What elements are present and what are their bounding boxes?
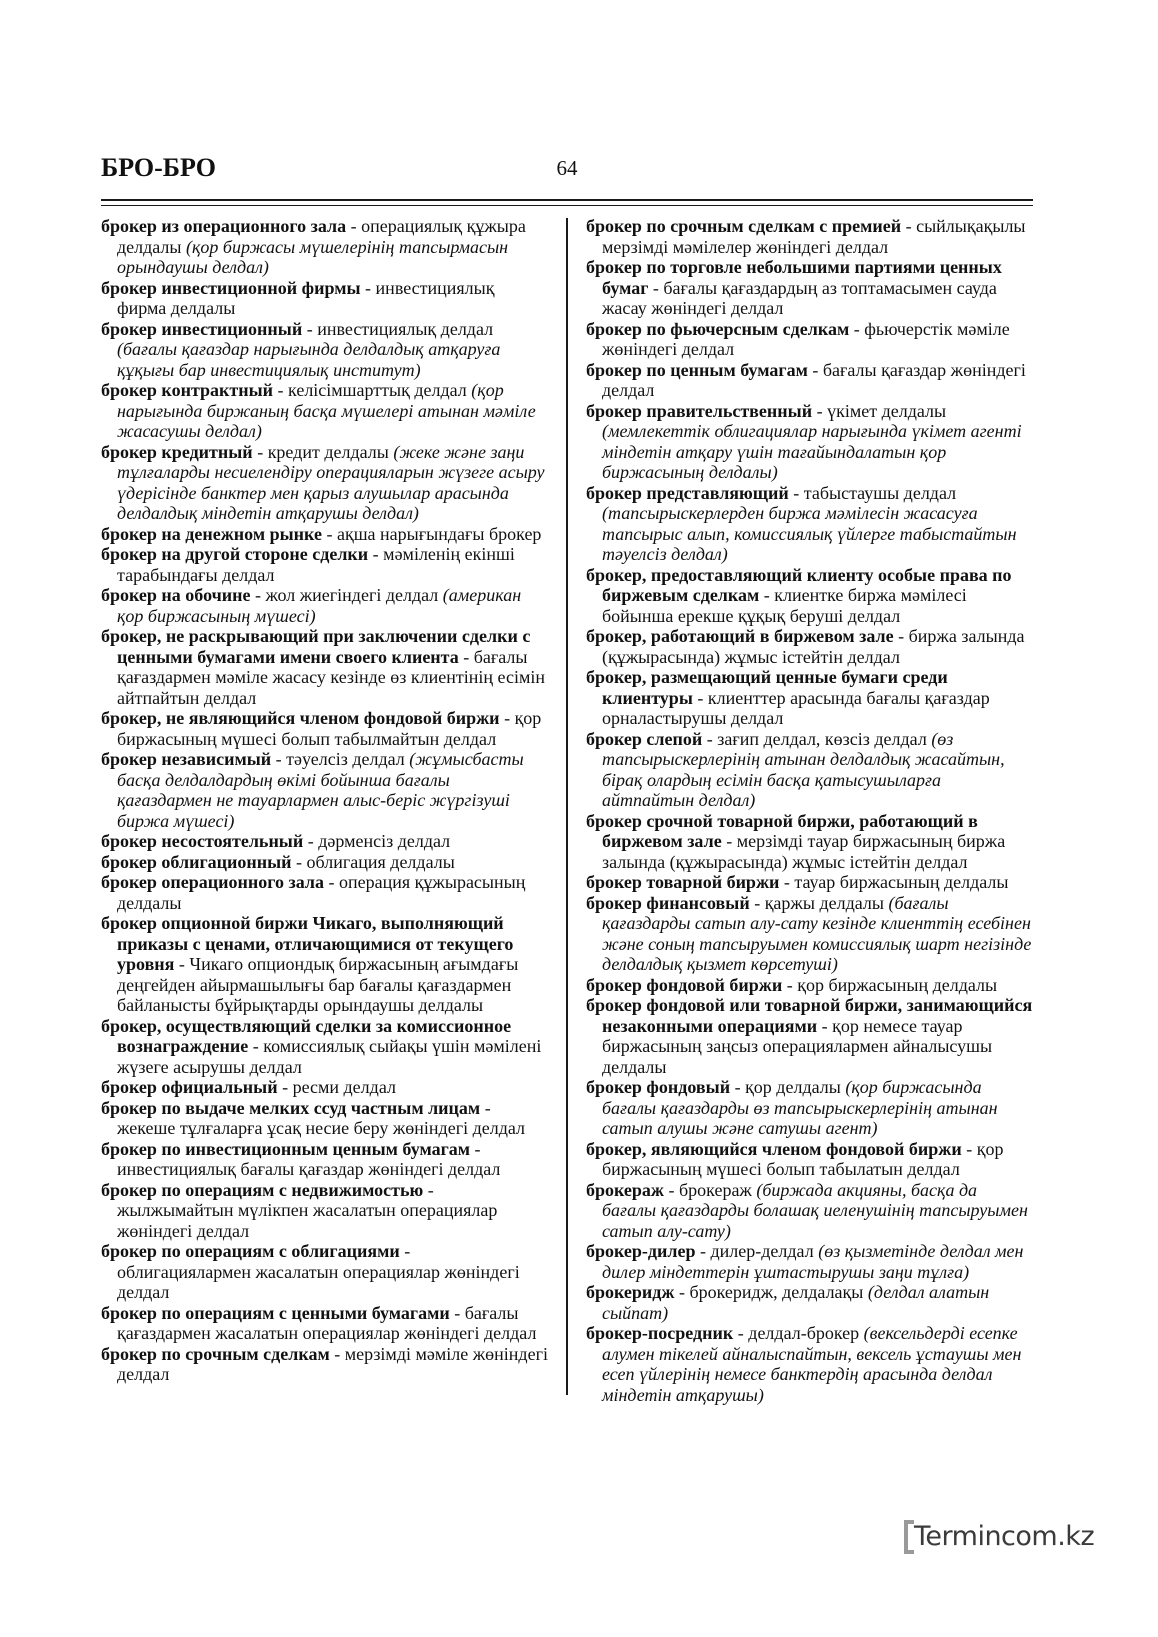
entry-translation: инвестициялық фирма делдалы bbox=[117, 277, 495, 318]
entry-separator: - bbox=[463, 646, 470, 667]
entry-separator: - bbox=[474, 1138, 481, 1159]
dictionary-entry bbox=[101, 1241, 548, 1303]
dictionary-entry bbox=[101, 913, 548, 1016]
entry-translation: мәміленің екінші тарабындағы делдал bbox=[117, 544, 515, 585]
entry-term: брокер по срочным сделкам bbox=[101, 1343, 330, 1364]
dictionary-entry bbox=[586, 1282, 1033, 1323]
dictionary-entry bbox=[101, 278, 548, 319]
entry-translation: операция құжырасының делдалы bbox=[117, 872, 526, 913]
entry-translation: зағип делдал, көзсіз делдал bbox=[717, 728, 927, 749]
entry-term: брокер по операциям с недвижимостью bbox=[101, 1179, 424, 1200]
entry-separator: - bbox=[427, 1179, 434, 1200]
entry-translation: Чикаго опциондық биржасының ағымдағы деңгейден айырмашылығы бар бағалы қағаздармен байланысты бұйрықтарды орындаушы делдалы bbox=[117, 954, 519, 1015]
entry-translation: жекеше тұлғаларға ұсақ несие беру жөніндегі делдал bbox=[117, 1118, 525, 1138]
entry-separator: - bbox=[404, 1241, 411, 1261]
entry-note: (мемлекеттік облигациялар нарығында үкімет агенті міндетін атқару үшін тағайындалатын қор биржасының делдалы) bbox=[602, 421, 1022, 482]
entry-separator: - bbox=[277, 380, 284, 400]
entry-translation: қор немесе тауар биржасының заңсыз операциялармен айналысушы делдалы bbox=[602, 1015, 993, 1077]
entry-separator: - bbox=[853, 318, 860, 339]
dictionary-entry bbox=[101, 708, 548, 749]
entry-term: брокер товарной биржи bbox=[586, 872, 780, 892]
dictionary-entry bbox=[586, 216, 1033, 257]
dictionary-entry bbox=[586, 872, 1033, 893]
dictionary-entry bbox=[101, 585, 548, 626]
dictionary-entry bbox=[586, 975, 1033, 996]
entry-separator: - bbox=[296, 851, 303, 872]
entry-term: брокер, осуществляющий сделки за комиссионное вознаграждение bbox=[101, 1015, 512, 1056]
entry-term: брокер кредитный bbox=[101, 441, 253, 462]
dictionary-entry bbox=[101, 1139, 548, 1180]
entry-translation: бағалы қағаздармен жасалатын операциялар жөніндегі делдал bbox=[117, 1302, 537, 1343]
dictionary-entry bbox=[101, 1344, 548, 1385]
entry-separator: - bbox=[252, 1036, 259, 1056]
entry-separator: - bbox=[700, 1241, 707, 1261]
dictionary-entry bbox=[101, 319, 548, 381]
dictionary-entry bbox=[101, 1098, 548, 1139]
entry-term: брокер-посредник bbox=[586, 1323, 734, 1343]
entry-separator: - bbox=[754, 892, 761, 913]
entry-separator: - bbox=[737, 1323, 744, 1343]
entry-term: брокер правительственный bbox=[586, 400, 813, 421]
entry-term: брокер по фьючерсным сделкам bbox=[586, 318, 850, 339]
dictionary-entry bbox=[101, 544, 548, 585]
entry-translation: брокеридж, делдалақы bbox=[689, 1282, 864, 1302]
entry-translation: ақша нарығындағы брокер bbox=[336, 523, 542, 544]
dictionary-entry bbox=[586, 1241, 1033, 1282]
entry-term: брокер на другой стороне сделки bbox=[101, 544, 369, 564]
entry-translation: кредит делдалы bbox=[267, 441, 389, 462]
entry-separator: - bbox=[306, 318, 313, 339]
dictionary-entry bbox=[586, 483, 1033, 565]
entry-separator: - bbox=[783, 872, 790, 892]
entry-translation: қор биржасының делдалы bbox=[797, 974, 998, 995]
entry-term: брокер независимый bbox=[101, 749, 272, 769]
entry-translation: табыстаушы делдал bbox=[803, 482, 957, 503]
entry-term: брокер по срочным сделкам с премией bbox=[586, 216, 902, 236]
entry-separator: - bbox=[275, 749, 282, 769]
entry-translation: тәуелсіз делдал bbox=[286, 749, 405, 769]
dictionary-entry bbox=[586, 995, 1033, 1077]
entry-term: брокер по операциям с ценными бумагами bbox=[101, 1302, 450, 1323]
entry-translation: қор биржасының мүшесі болып табылмайтын делдал bbox=[117, 708, 542, 749]
left-column bbox=[101, 216, 548, 1385]
entry-translation: дилер-делдал bbox=[710, 1241, 814, 1261]
entry-term: брокер, предоставляющий клиенту особые права по биржевым сделкам bbox=[586, 564, 1012, 605]
entry-translation: ресми делдал bbox=[292, 1077, 396, 1097]
entry-separator: - bbox=[734, 1077, 741, 1097]
entry-separator: - bbox=[816, 400, 823, 421]
entry-translation: брокераж bbox=[679, 1179, 752, 1200]
entry-term: брокер финансовый bbox=[586, 892, 750, 913]
dictionary-entry bbox=[101, 626, 548, 708]
entry-translation: клиенттер арасында бағалы қағаздар орналастырушы делдал bbox=[602, 687, 990, 728]
entry-note: (қор биржасы мүшелерінің тапсырмасын орындаушы делдал) bbox=[117, 236, 509, 277]
entry-term: брокер, являющийся членом фондовой биржи bbox=[586, 1138, 962, 1159]
dictionary-entry bbox=[101, 1303, 548, 1344]
column-divider bbox=[566, 218, 568, 1395]
entry-translation: жол жиегіндегі делдал bbox=[265, 585, 439, 605]
header-rule-thin bbox=[101, 205, 1033, 206]
entry-note: (делдал алатын сыйпат) bbox=[602, 1282, 990, 1323]
entry-separator: - bbox=[504, 708, 511, 728]
entry-translation: операциялық құжыра делдалы bbox=[117, 216, 526, 257]
logo-text: Termincom.kz bbox=[914, 1521, 1095, 1552]
entry-separator: - bbox=[328, 872, 335, 892]
entry-term: брокеридж bbox=[586, 1282, 675, 1302]
page-title: БРО-БРО bbox=[101, 153, 216, 182]
entry-term: брокер фондовой биржи bbox=[586, 974, 783, 995]
entry-note: (өз тапсырыскерлерінің атынан делдалдық жасайтын, бірақ олардың есімін басқа қатысушыларға айтпайтын делдал) bbox=[602, 728, 1005, 810]
entry-term: брокер на денежном рынке bbox=[101, 523, 322, 544]
dictionary-entry bbox=[586, 811, 1033, 873]
dictionary-entry bbox=[101, 831, 548, 852]
entry-separator: - bbox=[350, 216, 357, 236]
entry-translation: бағалы қағаздармен мәміле жасасу кезінде өз клиентінің есімін айтпайтын делдал bbox=[117, 646, 545, 708]
entry-separator: - bbox=[372, 544, 379, 564]
entry-term: брокер фондовый bbox=[586, 1077, 731, 1097]
entry-separator: - bbox=[178, 954, 185, 974]
entry-term: брокер срочной товарной биржи, работающий в биржевом зале bbox=[586, 810, 978, 851]
entry-note: (қор нарығында биржаның басқа мүшелері атынан мәміле жасасушы делдал) bbox=[117, 380, 536, 441]
entry-note: (тапсырыскерлерден биржа мәмілесін жасасуға тапсырыс алып, комиссиялық үйлерге табыстайтын тәуелсіз делдал) bbox=[602, 503, 1017, 564]
dictionary-entry bbox=[586, 1180, 1033, 1242]
entry-separator: - bbox=[668, 1179, 675, 1200]
entry-term: брокер, размещающий ценные бумаги среди клиентуры bbox=[586, 667, 948, 708]
entry-separator: - bbox=[282, 1077, 289, 1097]
dictionary-entry bbox=[101, 1016, 548, 1078]
entry-translation: облигациялармен жасалатын операциялар жөніндегі делдал bbox=[117, 1261, 520, 1302]
entry-term: брокер, работающий в биржевом зале bbox=[586, 626, 894, 646]
entry-separator: - bbox=[484, 1097, 491, 1118]
entry-translation: қор делдалы bbox=[745, 1077, 841, 1097]
entry-separator: - bbox=[793, 482, 800, 503]
right-column bbox=[586, 216, 1033, 1405]
entry-term: брокер на обочине bbox=[101, 585, 251, 605]
entry-separator: - bbox=[678, 1282, 685, 1302]
entry-translation: мерзімді тауар биржасының биржа залында (құжырасында) жұмыс істейтін делдал bbox=[602, 831, 1006, 872]
entry-separator: - bbox=[905, 216, 912, 236]
dictionary-entry bbox=[101, 442, 548, 524]
dictionary-entry bbox=[586, 893, 1033, 975]
entry-separator: - bbox=[966, 1138, 973, 1159]
entry-separator: - bbox=[454, 1302, 461, 1323]
entry-separator: - bbox=[726, 831, 733, 851]
entry-separator: - bbox=[786, 974, 793, 995]
dictionary-entry bbox=[101, 1077, 548, 1098]
entry-term: брокер представляющий bbox=[586, 482, 789, 503]
dictionary-entry bbox=[101, 749, 548, 831]
entry-note: (жұмысбасты басқа делдалдардың өкімі бойынша бағалы қағаздармен не тауарлармен алыс-беріс жүргізуші биржа мүшесі) bbox=[117, 749, 524, 831]
dictionary-entry bbox=[101, 1180, 548, 1242]
entry-separator: - bbox=[365, 277, 372, 298]
dictionary-entry bbox=[586, 565, 1033, 627]
entry-separator: - bbox=[763, 585, 770, 605]
entry-term: брокераж bbox=[586, 1179, 664, 1200]
entry-translation: инвестициялық делдал bbox=[317, 318, 494, 339]
entry-note: (биржада акцияны, басқа да бағалы қағаздарды болашақ иеленушінің тапсыруымен сатып алу-сату) bbox=[602, 1179, 1028, 1241]
entry-translation: жылжымайтын мүлікпен жасалатын операциялар жөніндегі делдал bbox=[117, 1200, 498, 1241]
dictionary-entry bbox=[586, 626, 1033, 667]
entry-translation: сыйлықақылы мерзімді мәмілелер жөніндегі делдал bbox=[602, 216, 1026, 257]
entry-separator: - bbox=[334, 1343, 341, 1364]
entry-separator: - bbox=[812, 359, 819, 380]
entry-note: (американ қор биржасының мүшесі) bbox=[117, 585, 522, 626]
entry-term: брокер из операционного зала bbox=[101, 216, 347, 236]
entry-separator: - bbox=[706, 728, 713, 749]
entry-term: брокер инвестиционной фирмы bbox=[101, 277, 361, 298]
entry-separator: - bbox=[652, 277, 659, 298]
dictionary-entry bbox=[101, 872, 548, 913]
dictionary-entry bbox=[586, 319, 1033, 360]
dictionary-entry bbox=[101, 380, 548, 442]
logo-bracket-icon bbox=[904, 1520, 914, 1554]
entry-translation: инвестициялық бағалы қағаздар жөніндегі делдал bbox=[117, 1159, 501, 1179]
entry-term: брокер облигационный bbox=[101, 851, 292, 872]
dictionary-entry bbox=[586, 360, 1033, 401]
entry-term: брокер, не являющийся членом фондовой биржи bbox=[101, 708, 500, 728]
entry-term: брокер операционного зала bbox=[101, 872, 325, 892]
dictionary-entry bbox=[586, 1077, 1033, 1139]
dictionary-entry bbox=[101, 216, 548, 278]
entry-separator: - bbox=[307, 831, 314, 851]
entry-translation: делдал-брокер bbox=[748, 1323, 860, 1343]
entry-translation: облигация делдалы bbox=[306, 851, 455, 872]
entry-term: брокер опционной биржи Чикаго, выполняющий приказы с ценами, отличающимися от текущего уровня bbox=[101, 913, 514, 974]
entry-term: брокер, не раскрывающий при заключении сделки с ценными бумагами имени своего клиента bbox=[101, 626, 531, 667]
dictionary-entry bbox=[586, 401, 1033, 483]
entry-term: брокер несостоятельный bbox=[101, 831, 304, 851]
page-number: 64 bbox=[556, 156, 578, 180]
dictionary-entry bbox=[101, 524, 548, 545]
entry-term: брокер-дилер bbox=[586, 1241, 696, 1261]
entry-term: брокер по инвестиционным ценным бумагам bbox=[101, 1138, 471, 1159]
entry-term: брокер по торговле небольшими партиями ценных бумаг bbox=[586, 257, 1002, 298]
dictionary-entry bbox=[586, 1323, 1033, 1405]
entry-translation: қаржы делдалы bbox=[764, 892, 884, 913]
entry-separator: - bbox=[821, 1015, 828, 1036]
entry-translation: биржа залында (құжырасында) жұмыс істейтін делдал bbox=[602, 626, 1025, 667]
entry-translation: үкімет делдалы bbox=[827, 400, 947, 421]
dictionary-entry bbox=[586, 667, 1033, 729]
entry-separator: - bbox=[697, 687, 704, 708]
entry-term: брокер фондовой или товарной биржи, занимающийся незаконными операциями bbox=[586, 995, 1033, 1036]
entry-translation: қор биржасының мүшесі болып табылатын делдал bbox=[602, 1138, 1004, 1179]
entry-translation: тауар биржасының делдалы bbox=[794, 872, 1009, 892]
entry-separator: - bbox=[326, 523, 333, 544]
entry-translation: фьючерстік мәміле жөніндегі делдал bbox=[602, 318, 1010, 359]
entry-translation: бағалы қағаздардың аз топтамасымен сауда жасау жөніндегі делдал bbox=[602, 277, 997, 318]
entry-separator: - bbox=[254, 585, 261, 605]
entry-separator: - bbox=[257, 441, 264, 462]
entry-note: (бағалы қағаздарды сатып алу-сату кезінде клиенттің есебінен және соның тапсыруымен комиссиялық шарт негізінде делдалдық қызмет көрсетуші) bbox=[602, 892, 1032, 974]
entry-translation: комиссиялық сыйақы үшін мәмілені жүзеге асырушы делдал bbox=[117, 1036, 542, 1077]
entry-note: (вексельдерді есепке алумен тікелей айналыспайтын, вексель ұстаушы мен есеп үйлерінің немесе банктердің арасында делдал міндетін атқарушы) bbox=[602, 1323, 1022, 1405]
entry-term: брокер инвестиционный bbox=[101, 318, 303, 339]
entry-separator: - bbox=[898, 626, 905, 646]
termincom-logo bbox=[900, 1514, 1115, 1562]
entry-translation: келісімшарттық делдал bbox=[288, 380, 467, 400]
entry-term: брокер контрактный bbox=[101, 380, 274, 400]
entry-note: (қор биржасында бағалы қағаздарды өз тапсырыскерлерінің атынан сатып алушы және сатушы агент) bbox=[602, 1077, 998, 1138]
entry-term: брокер по операциям с облигациями bbox=[101, 1241, 400, 1261]
entry-term: брокер официальный bbox=[101, 1077, 278, 1097]
entry-note: (өз қызметінде делдал мен дилер міндеттерін ұштастырушы заңи тұлға) bbox=[602, 1241, 1024, 1282]
entry-translation: бағалы қағаздар жөніндегі делдал bbox=[602, 359, 1026, 400]
entry-note: (бағалы қағаздар нарығында делдалдық атқаруға құқығы бар инвестициялық институт) bbox=[117, 339, 501, 380]
dictionary-entry bbox=[586, 1139, 1033, 1180]
entry-term: брокер по ценным бумагам bbox=[586, 359, 808, 380]
entry-translation: клиентке биржа мәмілесі бойынша ерекше құқық беруші делдал bbox=[602, 585, 967, 626]
entry-translation: мерзімді мәміле жөніндегі делдал bbox=[117, 1343, 548, 1384]
entry-translation: дәрменсіз делдал bbox=[318, 831, 451, 851]
dictionary-entry bbox=[101, 852, 548, 873]
entry-term: брокер по выдаче мелких ссуд частным лицам bbox=[101, 1097, 481, 1118]
header-rule-thick bbox=[101, 199, 1033, 201]
dictionary-entry bbox=[586, 257, 1033, 319]
entry-term: брокер слепой bbox=[586, 728, 703, 749]
entry-note: (жеке және заңи тұлғаларды несиелендіру операцияларын жүзеге асыру үдерісінде банктер мен қарыз алушылар арасында делдалдық міндетін атқарушы делдал) bbox=[117, 441, 545, 523]
dictionary-entry bbox=[586, 729, 1033, 811]
